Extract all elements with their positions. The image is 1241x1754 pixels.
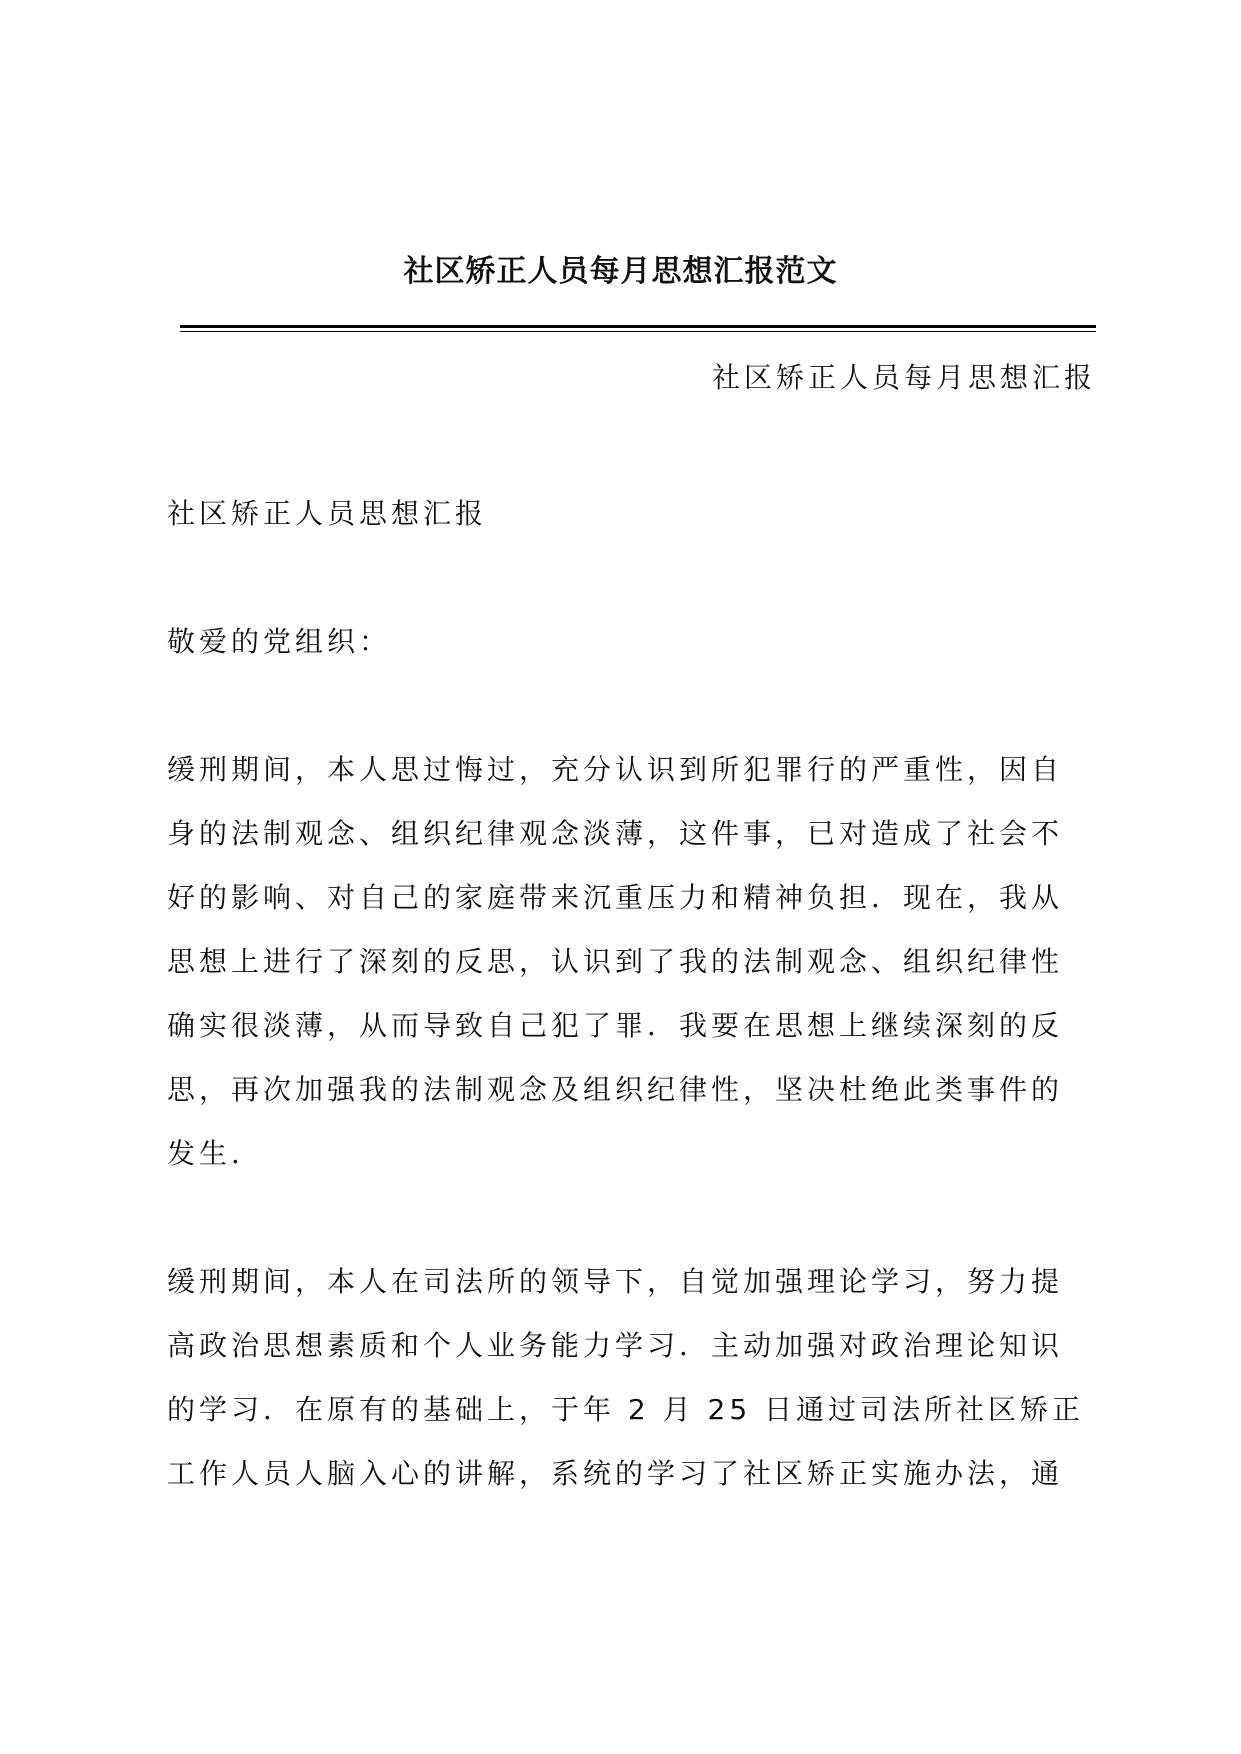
paragraph-spacer (167, 674, 1097, 738)
title-divider-thin (180, 331, 1096, 332)
paragraph-spacer (167, 1186, 1097, 1250)
paragraph-line: 思，再次加强我的法制观念及组织纪律性，坚决杜绝此类事件的 (167, 1073, 1064, 1106)
document-subtitle: 社区矫正人员每月思想汇报 (711, 361, 1096, 394)
paragraph-line: 思想上进行了深刻的反思，认识到了我的法制观念、组织纪律性 (167, 945, 1064, 978)
paragraph-line: 发生． (167, 1137, 264, 1170)
paragraph-line: 确实很淡薄，从而导致自己犯了罪．我要在思想上继续深刻的反 (167, 1009, 1064, 1042)
paragraph-line: 缓刑期间，本人思过悔过，充分认识到所犯罪行的严重性，因自 (167, 753, 1064, 786)
document-title: 社区矫正人员每月思想汇报范文 (403, 254, 838, 289)
section-heading: 社区矫正人员思想汇报 (167, 497, 488, 530)
paragraph-2 (167, 1250, 1097, 1506)
paragraph-line: 的学习．在原有的基础上，于年 2 月 25 日通过司法所社区矫正 (167, 1393, 1085, 1426)
paragraph-spacer (167, 546, 1097, 610)
paragraph-1 (167, 738, 1097, 1186)
document-body (167, 482, 1097, 1506)
title-divider-thick (180, 325, 1096, 328)
paragraph-line: 高政治思想素质和个人业务能力学习．主动加强对政治理论知识 (167, 1329, 1064, 1362)
paragraph-line: 好的影响、对自己的家庭带来沉重压力和精神负担．现在，我从 (167, 881, 1064, 914)
paragraph-line: 身的法制观念、组织纪律观念淡薄，这件事，已对造成了社会不 (167, 817, 1064, 850)
salutation: 敬爱的党组织： (167, 625, 392, 658)
paragraph-line: 工作人员人脑入心的讲解，系统的学习了社区矫正实施办法，通 (167, 1457, 1064, 1490)
paragraph-line: 缓刑期间，本人在司法所的领导下，自觉加强理论学习，努力提 (167, 1265, 1064, 1298)
